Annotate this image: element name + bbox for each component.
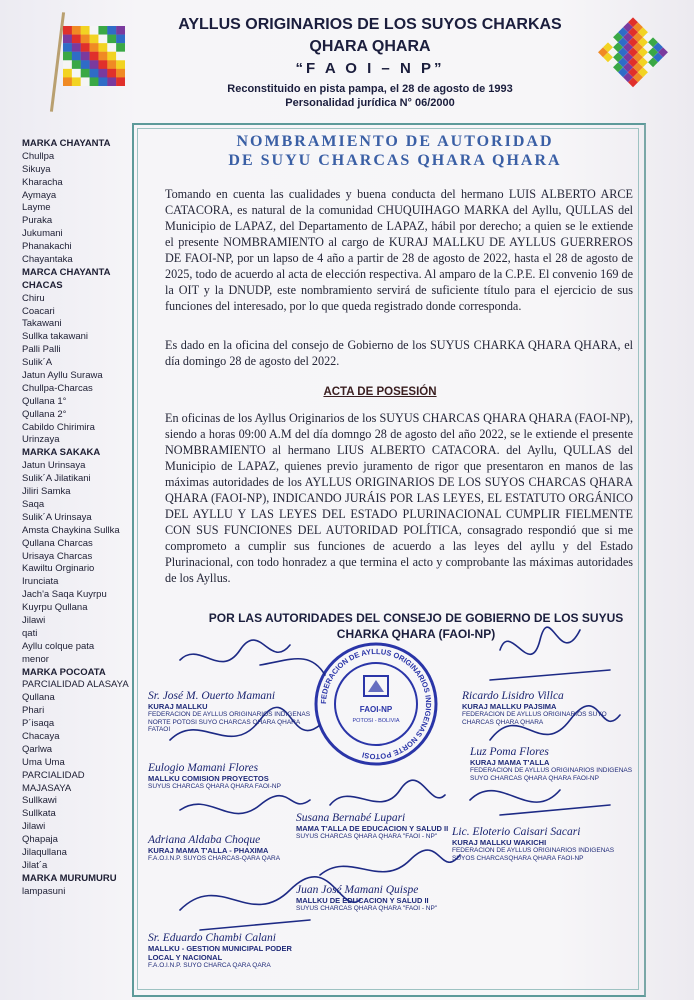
signatory-affiliation: F.A.O.I.N.P. SUYOS CHARCAS-QARA QARA: [148, 855, 281, 862]
ayllu-item: Urisaya Charcas: [22, 550, 93, 562]
possession-paragraph: En oficinas de los Ayllus Originarios de los SUYUS CHARCAS QHARA QHARA (FAOI-NP), siendo a horas 09:00 A.M del día domngo 28 de agosto del año 2022, se le extiende el presente NOMBRAMIENTO al hermano LIUS ALBERTO CATACORA. del Ayllu, QULLAS del Municipio de LAPAZ, quienes previo juramento de rigor que presentaron en manos de las máximas autoridades de los AYLLUS ORIGINARIOS DE LOS SUYOS CHARCAS QHARA QHARA (FAOI-NP), INDICANDO JURÁIS POR LAS LEYES, EL ESTATUTO ORGÁNICO DEL AYLLU Y LAS LEYES DEL ESTADO PLURINACIONAL CUMPLIR FIELMENTE CON SUS FUNCIONES DEL AUTORIDAD POLÍTICA, consagrado respondió que si me comprometo a cumplir sus funciones de acuerdo a las leyes del ayllu y del Estado Plurinacional, con todo honradez a que termina el acto y comprobante las máximas autoridades de los Ayllus.: [165, 411, 633, 585]
signatory-name: Ricardo Lisidro Villca: [462, 690, 564, 702]
ayllu-item: Amsta Chaykina Sullka: [22, 524, 120, 536]
ayllu-item: Aymaya: [22, 189, 57, 201]
signatory-name: Eulogio Mamani Flores: [148, 762, 259, 774]
ayllu-item: Jiliri Samka: [22, 486, 71, 498]
ayllu-item: Irunciata: [22, 576, 59, 588]
document-heading: NOMBRAMIENTO DE AUTORIDAD: [236, 133, 554, 150]
signatory-title: MALLKU - GESTION MUNICIPAL PODER LOCAL Y NACIONAL: [148, 944, 292, 962]
signatory-name: Sr. José M. Ouerto Mamani: [148, 690, 276, 702]
ayllu-item: Qarlwa: [22, 743, 53, 755]
signatory-title: MALLKU DE EDUCACION Y SALUD II: [296, 896, 429, 905]
ayllu-item: Phanakachi: [22, 241, 72, 253]
ayllu-item: Jilawi: [22, 821, 46, 833]
ayllu-item: Qullana 2°: [22, 408, 67, 420]
signatory-name: Sr. Eduardo Chambi Calani: [148, 932, 277, 944]
wiphala-emblem-icon: [596, 16, 670, 90]
marka-heading: CHACAS: [22, 279, 63, 291]
organization-title: AYLLUS ORIGINARIOS DE LOS SUYOS CHARKAS: [178, 16, 562, 33]
seal-ring-text: FEDERACION DE AYLLUS ORIGINARIOS INDIGENAS NORTE POTOSI: [318, 646, 434, 762]
signatory-affiliation: FEDERACION DE AYLLUS ORIGINARIOS INDIGENAS NORTE POTOSI SUYO CHARCAS QHARA QHARA FATAOI: [148, 711, 311, 733]
ayllu-item: Saqa: [22, 498, 45, 510]
ayllu-item: Chiru: [22, 292, 45, 304]
ayllu-item: PARCIALIDAD: [22, 769, 85, 781]
handwritten-signatures: [140, 620, 640, 990]
marka-heading: MARKA MURUMURU: [22, 872, 117, 884]
ayllu-item: Jilat´a: [22, 859, 48, 871]
signatory-affiliation: FEDERACION DE AYLLUS ORIGINARIOS SUYO CHARCAS QHARA QHARA: [462, 711, 607, 726]
ayllu-item: Jach'a Saqa Kuyrpu: [22, 589, 107, 601]
signatory-affiliation: FEDERACION DE AYLLUS ORIGINARIOS INDIGENAS SUYOS CHARCASQHARA QHARA FAOI-NP: [452, 847, 615, 862]
ayllu-item: Chacaya: [22, 730, 60, 742]
ayllu-item: Chayantaka: [22, 254, 73, 266]
ayllu-item: Jatun Urinsaya: [22, 460, 86, 472]
signatory-title: KURAJ MALLKU: [148, 702, 208, 711]
marka-heading: MARCA CHAYANTA: [22, 266, 111, 278]
signatory-affiliation: F.A.O.I.N.P. SUYO CHARCA QARA QARA: [148, 962, 271, 969]
signatory-affiliation: SUYUS CHARCAS QHARA QHARA "FAOI - NP": [296, 833, 438, 840]
ayllu-item: Jilawi: [22, 614, 46, 626]
signatory-title: KURAJ MALLKU PAJSIMA: [462, 702, 557, 711]
ayllu-item: P´isaqa: [22, 718, 55, 730]
letterhead: [0, 0, 694, 120]
ayllu-item: Chullpa-Charcas: [22, 382, 93, 394]
ayllu-item: Sulik´A Jilatikani: [22, 473, 91, 485]
legal-personality: Personalidad jurídica N° 06/2000: [285, 97, 455, 109]
ayllu-item: Jukumani: [22, 228, 63, 240]
signatory-title: MAMA T'ALLA DE EDUCACION Y SALUD II: [296, 824, 449, 833]
ayllu-item: Qullana Charcas: [22, 537, 93, 549]
signatory-title: KURAJ MAMA T'ALLA: [470, 758, 550, 767]
ayllu-item: Cabildo Chirimira: [22, 421, 95, 433]
ayllu-item: Sullkawi: [22, 795, 57, 807]
acta-heading: ACTA DE POSESIÓN: [323, 386, 437, 398]
ayllu-item: Sikuya: [22, 163, 51, 175]
ayllu-item: Qullana 1°: [22, 395, 67, 407]
ayllu-item: Jatun Ayllu Surawa: [22, 370, 103, 382]
marka-heading: MARKA CHAYANTA: [22, 138, 111, 149]
ayllu-item: Sullka takawani: [22, 331, 89, 343]
ayllu-item: Ayllu colque pata: [22, 640, 95, 652]
ayllu-item: Sulik´A: [22, 357, 53, 369]
ayllu-item: Urinzaya: [22, 434, 60, 446]
issuance-paragraph: Es dado en la oficina del consejo de Gobierno de los SUYUS CHARKA QHARA QHARA, el día domingo 28 de agosto del 2022.: [165, 338, 633, 368]
document-subheading: DE SUYU CHARCAS QHARA QHARA: [228, 152, 562, 169]
wiphala-flag-icon: [63, 26, 125, 86]
ayllu-item: lampasuni: [22, 885, 66, 897]
signatory-affiliation: SUYUS CHARCAS QHARA QHARA FAOI-NP: [148, 783, 281, 790]
signatory-name: Juan José Mamani Quispe: [296, 884, 419, 896]
signatory-title: KURAJ MAMA T'ALLA - PHAXIMA: [148, 846, 269, 855]
ayllu-item: Qullana: [22, 692, 55, 704]
ayllu-item: Kuyrpu Qullana: [22, 602, 88, 614]
ayllu-item: Puraka: [22, 215, 53, 227]
ayllu-item: Qhapaja: [22, 834, 58, 846]
ayllu-item: Phari: [22, 705, 45, 717]
ayllu-item: Takawani: [22, 318, 62, 330]
organization-acronym: “F A O I – N P”: [295, 60, 445, 77]
ayllu-item: Kawiltu Orginario: [22, 563, 95, 575]
ayllu-item: MAJASAYA: [22, 782, 72, 794]
seal-location-text: POTOSI - BOLIVIA: [352, 718, 400, 724]
signatory-name: Lic. Eloterio Caisari Sacari: [452, 826, 581, 838]
authorities-heading-line1: POR LAS AUTORIDADES DEL CONSEJO DE GOBIERNO DE LOS SUYUS: [208, 611, 624, 625]
ayllu-item: Kharacha: [22, 176, 63, 188]
signatory-affiliation: SUYUS CHARCAS QHARA QHARA "FAOI - NP": [296, 905, 438, 912]
signatory-name: Luz Poma Flores: [470, 746, 549, 758]
ayllu-item: Palli Palli: [22, 344, 61, 356]
seal-center-text: FAOI-NP: [359, 705, 393, 714]
ayllu-item: Layme: [22, 202, 51, 214]
authorities-heading-line2: CHARKA QHARA (FAOI-NP): [336, 627, 496, 641]
ayllu-list: [22, 138, 134, 899]
ayllu-item: menor: [22, 653, 49, 665]
organization-subtitle: QHARA QHARA: [309, 38, 431, 55]
ayllu-item: Chullpa: [22, 150, 55, 162]
ayllu-item: Coacari: [22, 305, 55, 317]
signatory-name: Susana Bernabé Lupari: [296, 812, 406, 824]
ayllu-item: Sullkata: [22, 808, 56, 820]
marka-heading: MARKA SAKAKA: [22, 447, 101, 459]
ayllu-item: PARCIALIDAD ALASAYA: [22, 679, 129, 691]
marka-heading: MARKA POCOATA: [22, 666, 106, 678]
signatory-title: MALLKU COMISION PROYECTOS: [148, 774, 269, 783]
signatory-name: Adriana Aldaba Choque: [148, 834, 261, 846]
signatory-title: KURAJ MALLKU WAKICHI: [452, 838, 547, 847]
reconstitution-note: Reconstituido en pista pampa, el 28 de agosto de 1993: [227, 83, 513, 95]
ayllu-item: Sulik´A Urinsaya: [22, 511, 92, 523]
signatory-affiliation: FEDERACION DE AYLLUS ORIGINARIOS INDIGENAS SUYO CHARCAS QHARA QHARA FAOI-NP: [470, 767, 633, 782]
ayllu-item: Jilaqullana: [22, 846, 67, 858]
ayllu-item: Uma Uma: [22, 756, 65, 768]
appointment-paragraph: Tomando en cuenta las cualidades y buena conducta del hermano LUIS ALBERTO ARCE CATACORA, es natural de la comunidad CHUQUIHAGO MARKA del Ayllu, QULLAS del Municipio de LAPAZ, del Departamento de LAPAZ, hábil por derecho; a quien se le extiende el presente NOMBRAMIENTO al cargo de KURAJ MALLKU DE AYLLUS GUERREROS DE FAOI-NP, por un lapso de 4 año a partir de 28 de agosto de 2022, hasta el 28 de agosto de 2025, todo de acuerdo al acta de elección respectiva. Al amparo de la C.P.E. El convenio 169 de la OIT y la DNUDP, este nombramiento servirá de suficiente título para el ejercicio de sus funciones del interesado, por lo que queda registrado donde corresponda.: [165, 187, 633, 313]
ayllu-item: qati: [22, 627, 38, 639]
